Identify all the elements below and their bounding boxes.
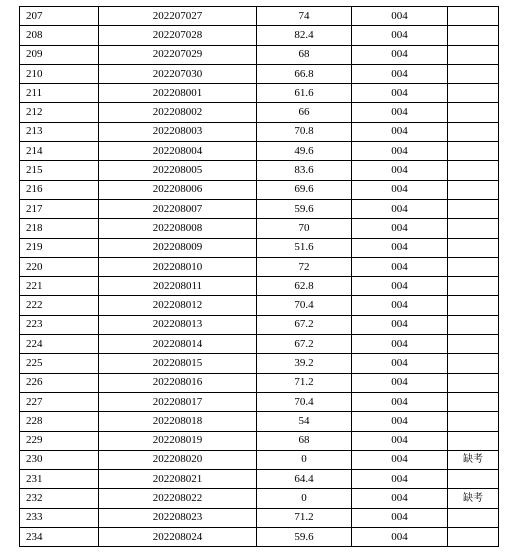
score-cell: 54 xyxy=(257,412,352,431)
position-code-cell: 004 xyxy=(352,180,448,199)
position-code-cell: 004 xyxy=(352,122,448,141)
score-cell: 70.4 xyxy=(257,296,352,315)
remark-cell xyxy=(448,315,499,334)
row-number-cell: 228 xyxy=(20,412,99,431)
remark-cell xyxy=(448,122,499,141)
remark-cell xyxy=(448,412,499,431)
score-cell: 68 xyxy=(257,45,352,64)
table-row xyxy=(20,296,499,315)
score-cell: 82.4 xyxy=(257,26,352,45)
score-cell: 72 xyxy=(257,257,352,276)
remark-cell xyxy=(448,508,499,527)
row-number-cell: 233 xyxy=(20,508,99,527)
position-code-cell: 004 xyxy=(352,373,448,392)
table-row xyxy=(20,64,499,83)
score-cell: 70 xyxy=(257,219,352,238)
score-table xyxy=(19,6,499,547)
score-cell: 39.2 xyxy=(257,354,352,373)
table-row xyxy=(20,84,499,103)
position-code-cell: 004 xyxy=(352,412,448,431)
remark-cell xyxy=(448,238,499,257)
remark-cell xyxy=(448,354,499,373)
row-number-cell: 216 xyxy=(20,180,99,199)
remark-cell xyxy=(448,296,499,315)
table-row xyxy=(20,161,499,180)
candidate-id-cell: 202208010 xyxy=(99,257,257,276)
score-cell: 69.6 xyxy=(257,180,352,199)
remark-cell xyxy=(448,257,499,276)
row-number-cell: 213 xyxy=(20,122,99,141)
score-cell: 66.8 xyxy=(257,64,352,83)
table-row xyxy=(20,450,499,469)
remark-cell xyxy=(448,161,499,180)
table-row xyxy=(20,277,499,296)
position-code-cell: 004 xyxy=(352,142,448,161)
position-code-cell: 004 xyxy=(352,26,448,45)
candidate-id-cell: 202208022 xyxy=(99,489,257,508)
candidate-id-cell: 202208006 xyxy=(99,180,257,199)
score-cell: 71.2 xyxy=(257,373,352,392)
table-row xyxy=(20,335,499,354)
table-row xyxy=(20,238,499,257)
score-cell: 61.6 xyxy=(257,84,352,103)
row-number-cell: 219 xyxy=(20,238,99,257)
score-cell: 67.2 xyxy=(257,315,352,334)
table-row xyxy=(20,219,499,238)
row-number-cell: 230 xyxy=(20,450,99,469)
position-code-cell: 004 xyxy=(352,431,448,450)
score-cell: 0 xyxy=(257,450,352,469)
table-row xyxy=(20,257,499,276)
table-row xyxy=(20,431,499,450)
score-cell: 70.8 xyxy=(257,122,352,141)
table-row xyxy=(20,103,499,122)
candidate-id-cell: 202208008 xyxy=(99,219,257,238)
row-number-cell: 217 xyxy=(20,199,99,218)
candidate-id-cell: 202208012 xyxy=(99,296,257,315)
score-cell: 71.2 xyxy=(257,508,352,527)
row-number-cell: 223 xyxy=(20,315,99,334)
candidate-id-cell: 202208020 xyxy=(99,450,257,469)
row-number-cell: 232 xyxy=(20,489,99,508)
position-code-cell: 004 xyxy=(352,199,448,218)
remark-cell xyxy=(448,528,499,547)
table-row xyxy=(20,392,499,411)
score-cell: 59.6 xyxy=(257,199,352,218)
position-code-cell: 004 xyxy=(352,238,448,257)
row-number-cell: 222 xyxy=(20,296,99,315)
position-code-cell: 004 xyxy=(352,219,448,238)
score-cell: 67.2 xyxy=(257,335,352,354)
remark-cell xyxy=(448,103,499,122)
table-row xyxy=(20,45,499,64)
table-row xyxy=(20,315,499,334)
position-code-cell: 004 xyxy=(352,354,448,373)
candidate-id-cell: 202208009 xyxy=(99,238,257,257)
remark-cell xyxy=(448,392,499,411)
row-number-cell: 227 xyxy=(20,392,99,411)
remark-cell xyxy=(448,431,499,450)
table-row xyxy=(20,508,499,527)
position-code-cell: 004 xyxy=(352,161,448,180)
position-code-cell: 004 xyxy=(352,45,448,64)
row-number-cell: 225 xyxy=(20,354,99,373)
remark-cell xyxy=(448,219,499,238)
score-cell: 59.6 xyxy=(257,528,352,547)
score-cell: 66 xyxy=(257,103,352,122)
row-number-cell: 215 xyxy=(20,161,99,180)
candidate-id-cell: 202208017 xyxy=(99,392,257,411)
position-code-cell: 004 xyxy=(352,64,448,83)
remark-cell: 缺考 xyxy=(448,450,499,469)
score-table-container xyxy=(19,6,498,547)
candidate-id-cell: 202207030 xyxy=(99,64,257,83)
candidate-id-cell: 202208023 xyxy=(99,508,257,527)
remark-cell xyxy=(448,26,499,45)
position-code-cell: 004 xyxy=(352,392,448,411)
remark-cell xyxy=(448,199,499,218)
score-cell: 0 xyxy=(257,489,352,508)
candidate-id-cell: 202208003 xyxy=(99,122,257,141)
candidate-id-cell: 202208005 xyxy=(99,161,257,180)
table-row xyxy=(20,7,499,26)
candidate-id-cell: 202208015 xyxy=(99,354,257,373)
row-number-cell: 218 xyxy=(20,219,99,238)
candidate-id-cell: 202207029 xyxy=(99,45,257,64)
row-number-cell: 224 xyxy=(20,335,99,354)
remark-cell xyxy=(448,470,499,489)
table-row xyxy=(20,142,499,161)
score-cell: 64.4 xyxy=(257,470,352,489)
position-code-cell: 004 xyxy=(352,450,448,469)
candidate-id-cell: 202208001 xyxy=(99,84,257,103)
table-row xyxy=(20,528,499,547)
position-code-cell: 004 xyxy=(352,84,448,103)
candidate-id-cell: 202208004 xyxy=(99,142,257,161)
remark-cell xyxy=(448,7,499,26)
candidate-id-cell: 202208021 xyxy=(99,470,257,489)
row-number-cell: 214 xyxy=(20,142,99,161)
candidate-id-cell: 202208018 xyxy=(99,412,257,431)
row-number-cell: 211 xyxy=(20,84,99,103)
remark-cell xyxy=(448,84,499,103)
table-row xyxy=(20,412,499,431)
remark-cell: 缺考 xyxy=(448,489,499,508)
candidate-id-cell: 202207028 xyxy=(99,26,257,45)
position-code-cell: 004 xyxy=(352,528,448,547)
candidate-id-cell: 202208007 xyxy=(99,199,257,218)
table-row xyxy=(20,26,499,45)
row-number-cell: 229 xyxy=(20,431,99,450)
candidate-id-cell: 202208016 xyxy=(99,373,257,392)
candidate-id-cell: 202208011 xyxy=(99,277,257,296)
remark-cell xyxy=(448,277,499,296)
position-code-cell: 004 xyxy=(352,489,448,508)
table-row xyxy=(20,373,499,392)
table-row xyxy=(20,470,499,489)
position-code-cell: 004 xyxy=(352,315,448,334)
position-code-cell: 004 xyxy=(352,103,448,122)
position-code-cell: 004 xyxy=(352,296,448,315)
table-row xyxy=(20,180,499,199)
candidate-id-cell: 202208013 xyxy=(99,315,257,334)
row-number-cell: 231 xyxy=(20,470,99,489)
candidate-id-cell: 202208024 xyxy=(99,528,257,547)
row-number-cell: 210 xyxy=(20,64,99,83)
table-row xyxy=(20,122,499,141)
position-code-cell: 004 xyxy=(352,470,448,489)
position-code-cell: 004 xyxy=(352,257,448,276)
remark-cell xyxy=(448,45,499,64)
remark-cell xyxy=(448,180,499,199)
remark-cell xyxy=(448,64,499,83)
position-code-cell: 004 xyxy=(352,277,448,296)
remark-cell xyxy=(448,142,499,161)
table-row xyxy=(20,489,499,508)
score-cell: 70.4 xyxy=(257,392,352,411)
score-cell: 51.6 xyxy=(257,238,352,257)
row-number-cell: 207 xyxy=(20,7,99,26)
row-number-cell: 221 xyxy=(20,277,99,296)
position-code-cell: 004 xyxy=(352,508,448,527)
score-table-body xyxy=(20,7,499,547)
score-cell: 62.8 xyxy=(257,277,352,296)
score-cell: 49.6 xyxy=(257,142,352,161)
candidate-id-cell: 202208002 xyxy=(99,103,257,122)
remark-cell xyxy=(448,373,499,392)
row-number-cell: 220 xyxy=(20,257,99,276)
score-cell: 68 xyxy=(257,431,352,450)
score-cell: 83.6 xyxy=(257,161,352,180)
position-code-cell: 004 xyxy=(352,335,448,354)
row-number-cell: 226 xyxy=(20,373,99,392)
score-cell: 74 xyxy=(257,7,352,26)
row-number-cell: 209 xyxy=(20,45,99,64)
candidate-id-cell: 202208019 xyxy=(99,431,257,450)
candidate-id-cell: 202207027 xyxy=(99,7,257,26)
table-row xyxy=(20,199,499,218)
table-row xyxy=(20,354,499,373)
row-number-cell: 234 xyxy=(20,528,99,547)
position-code-cell: 004 xyxy=(352,7,448,26)
candidate-id-cell: 202208014 xyxy=(99,335,257,354)
remark-cell xyxy=(448,335,499,354)
row-number-cell: 208 xyxy=(20,26,99,45)
row-number-cell: 212 xyxy=(20,103,99,122)
